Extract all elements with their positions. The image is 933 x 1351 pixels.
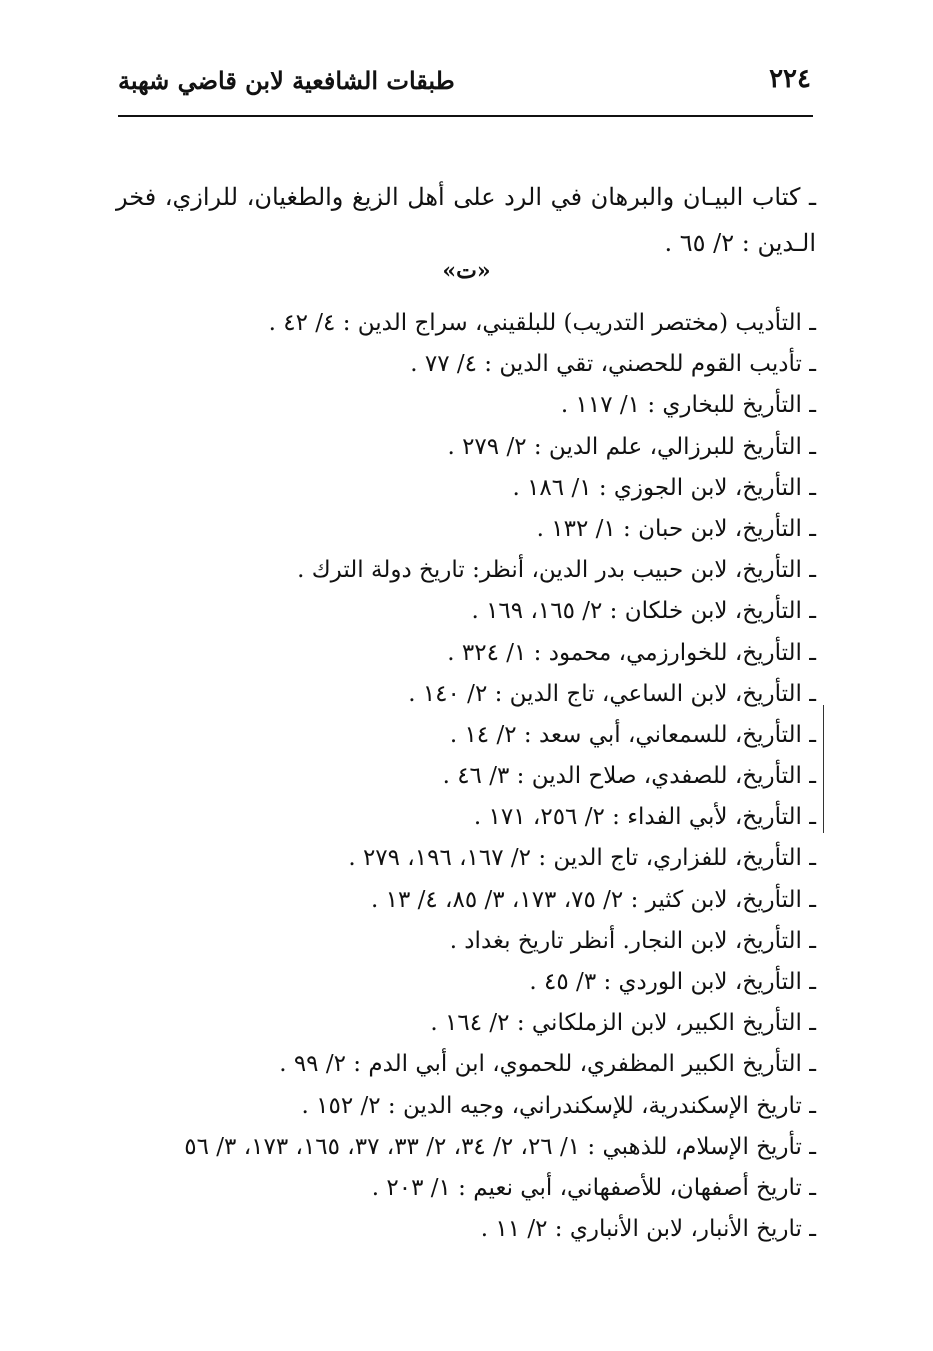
index-entry: ـ التأريخ، لابن كثير : ٢/ ٧٥، ١٧٣، ٣/ ٨٥، ٤/ ١٣ . <box>370 886 816 913</box>
running-title: طبقات الشافعية لابن قاضي شهبة <box>118 66 455 95</box>
index-entry: ـ تاريخ الأنبار، لابن الأنباري : ٢/ ١١ . <box>480 1216 816 1243</box>
index-entry: ـ التأريخ، لابن حبان : ١/ ١٣٢ . <box>536 515 816 542</box>
page-header <box>118 64 811 114</box>
index-entry: ـ التأريخ الكبير المظفري، للحموي، ابن أبي الدم : ٢/ ٩٩ . <box>279 1051 816 1078</box>
index-entry: ـ التأريخ، لأبي الفداء : ٢/ ٢٥٦، ١٧١ . <box>473 804 816 831</box>
index-entry: ـ التأريخ، لابن حبيب بدر الدين، أنظر: تاريخ دولة الترك . <box>297 557 816 584</box>
index-entry: ـ تاريخ أصفهان، للأصفهاني، أبي نعيم : ١/ ٢٠٣ . <box>371 1174 816 1201</box>
section-letter-heading: «ت» <box>442 258 491 284</box>
index-entry: ـ التأديب (مختصر التدريب) للبلقيني، سراج الدين : ٤/ ٤٢ . <box>268 310 816 336</box>
intro-entry: ـ كتاب البيـان والبرهان في الرد على أهل الزيغ والطغيان، للرازي، فخر الـدين : ٢/ ٦٥ . <box>116 183 816 257</box>
index-entry: ـ تأديب القوم للحصني، تقي الدين : ٤/ ٧٧ . <box>410 351 816 378</box>
index-entry: ـ التأريخ، لابن خلكان : ٢/ ١٦٥، ١٦٩ . <box>471 598 816 625</box>
index-entry: ـ التأريخ للبرزالي، علم الدين : ٢/ ٢٧٩ . <box>447 433 816 460</box>
index-entry: ـ التأريخ للبخاري : ١/ ١١٧ . <box>560 392 816 419</box>
index-entry: ـ التأريخ، للصفدي، صلاح الدين : ٣/ ٤٦ . <box>442 763 816 790</box>
index-entry: ـ تاريخ الإسكندرية، للإسكندراني، وجيه الدين : ٢/ ١٥٢ . <box>301 1092 816 1119</box>
index-entry: ـ التأريخ، لابن الجوزي : ١/ ١٨٦ . <box>512 474 816 501</box>
index-entry: ـ التأريخ، لابن الوردي : ٣/ ٤٥ . <box>529 969 816 995</box>
index-entry: ـ التأريخ، لابن النجار. أنظر تاريخ بغداد . <box>449 927 816 954</box>
header-rule <box>118 115 813 117</box>
margin-line <box>823 705 824 833</box>
index-entry: ـ تأريخ الإسلام، للذهبي : ١/ ٢٦، ٢/ ٣٤، ٢/ ٣٣، ٣٧، ١٦٥، ١٧٣، ٣/ ٥٦ <box>184 1133 816 1160</box>
index-entry-list <box>116 303 816 1250</box>
index-entry: ـ التأريخ الكبير، لابن الزملكاني : ٢/ ١٦٤ . <box>430 1010 816 1037</box>
page-number: ٢٢٤ <box>769 64 811 94</box>
index-entry: ـ التأريخ، لابن الساعي، تاج الدين : ٢/ ١٤٠ . <box>408 680 816 707</box>
index-entry: ـ التأريخ، للخوارزمي، محمود : ١/ ٣٢٤ . <box>447 639 816 666</box>
index-entry: ـ التأريخ، للسمعاني، أبي سعد : ٢/ ١٤ . <box>449 721 816 748</box>
index-entry: ـ التأريخ، للفزاري، تاج الدين : ٢/ ١٦٧، ١٩٦، ٢٧٩ . <box>348 845 816 872</box>
